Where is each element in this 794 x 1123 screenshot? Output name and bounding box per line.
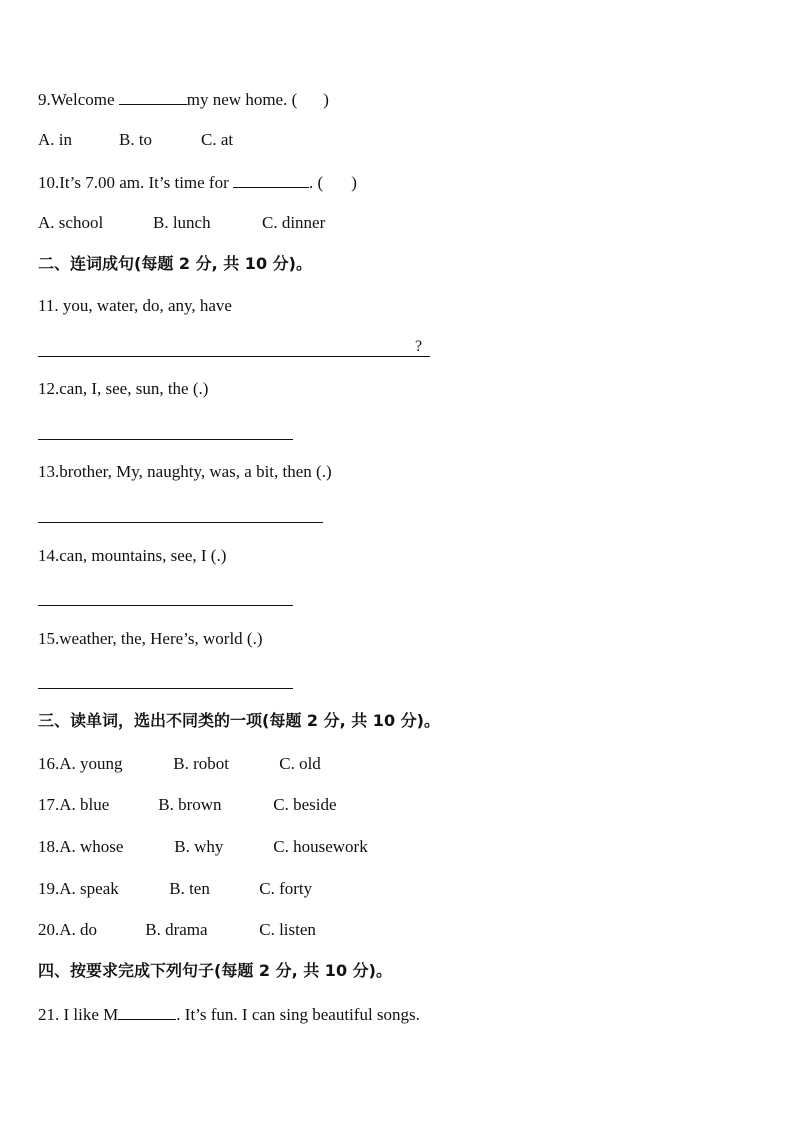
- answer-blank[interactable]: [233, 171, 309, 188]
- question-19: [38, 879, 312, 899]
- option-a[interactable]: A. whose: [59, 837, 124, 856]
- option-a[interactable]: A. in: [38, 130, 72, 149]
- question-9-prefix: 9.Welcome: [38, 90, 119, 109]
- option-a[interactable]: A. blue: [59, 795, 110, 814]
- question-21: [38, 1003, 420, 1025]
- question-14: 14.can, mountains, see, I (.): [38, 546, 227, 565]
- answer-line[interactable]: [38, 356, 430, 357]
- option-b[interactable]: B. brown: [158, 795, 222, 814]
- option-a[interactable]: A. school: [38, 213, 104, 232]
- option-c[interactable]: C. housework: [273, 837, 368, 856]
- option-b[interactable]: B. lunch: [153, 213, 211, 232]
- option-c[interactable]: C. beside: [273, 795, 337, 814]
- section-2-title: 二、连词成句(每题 2 分, 共 10 分)。: [38, 254, 312, 273]
- option-b[interactable]: B. drama: [145, 920, 208, 939]
- question-number: 17.: [38, 795, 60, 814]
- question-11: 11. you, water, do, any, have: [38, 296, 232, 315]
- question-10: [38, 171, 357, 193]
- option-b[interactable]: B. robot: [173, 754, 229, 773]
- paren-close: ): [323, 90, 329, 109]
- question-20: [38, 920, 316, 940]
- section-4-title: 四、按要求完成下列句子(每题 2 分, 共 10 分)。: [38, 961, 392, 980]
- answer-line[interactable]: [38, 605, 293, 606]
- answer-line[interactable]: [38, 439, 293, 440]
- option-a[interactable]: A. speak: [59, 879, 119, 898]
- question-number: 19.: [38, 879, 60, 898]
- question-number: 18.: [38, 837, 60, 856]
- question-12: 12.can, I, see, sun, the (.): [38, 379, 209, 398]
- question-number: 16.: [38, 754, 60, 773]
- question-17: [38, 795, 337, 815]
- option-b[interactable]: B. why: [174, 837, 224, 856]
- question-16: [38, 754, 321, 774]
- option-c[interactable]: C. forty: [259, 879, 313, 898]
- answer-blank[interactable]: [118, 1003, 176, 1020]
- option-a[interactable]: A. young: [59, 754, 123, 773]
- option-c[interactable]: C. listen: [259, 920, 316, 939]
- option-b[interactable]: B. to: [119, 130, 153, 149]
- option-c[interactable]: C. at: [201, 130, 234, 149]
- answer-blank[interactable]: [119, 88, 187, 105]
- option-c[interactable]: C. old: [279, 754, 321, 773]
- question-9-suffix: my new home. (: [186, 90, 298, 109]
- question-15: 15.weather, the, Here’s, world (.): [38, 629, 263, 648]
- question-number: 20.: [38, 920, 60, 939]
- answer-line[interactable]: [38, 522, 323, 523]
- question-21-suffix: . It’s fun. I can sing beautiful songs.: [176, 1005, 420, 1024]
- option-a[interactable]: A. do: [59, 920, 98, 939]
- paren-close: ): [351, 173, 357, 192]
- question-10-prefix: 10.It’s 7.00 am. It’s time for: [38, 173, 234, 192]
- question-9-options: [38, 130, 233, 150]
- question-21-prefix: 21. I like M: [38, 1005, 119, 1024]
- question-10-options: [38, 213, 325, 233]
- question-10-suffix: . (: [309, 173, 324, 192]
- answer-line[interactable]: [38, 688, 293, 689]
- section-3-title: 三、读单词，选出不同类的一项(每题 2 分, 共 10 分)。: [38, 711, 440, 730]
- option-c[interactable]: C. dinner: [262, 213, 326, 232]
- question-mark: ?: [415, 338, 423, 355]
- question-13: 13.brother, My, naughty, was, a bit, then (.): [38, 462, 332, 481]
- question-18: [38, 837, 368, 857]
- option-b[interactable]: B. ten: [169, 879, 210, 898]
- question-9: [38, 88, 329, 110]
